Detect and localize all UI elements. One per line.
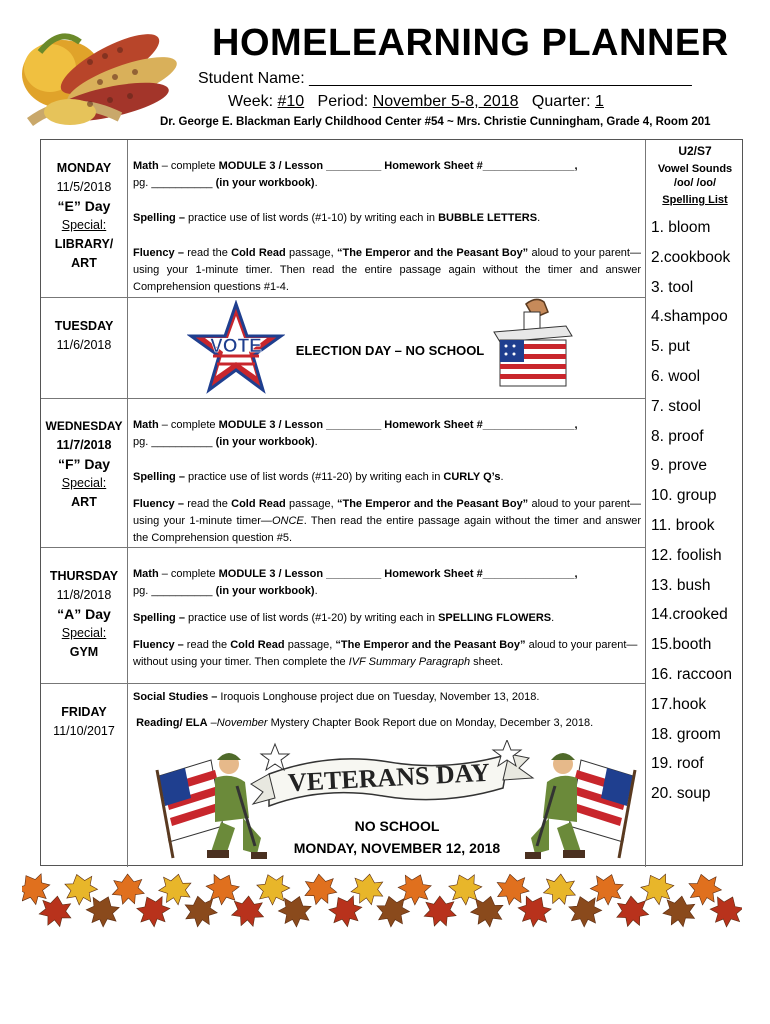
spelling-header bbox=[647, 142, 743, 207]
row-divider bbox=[41, 683, 645, 684]
spelling-list-title: Spelling List bbox=[662, 194, 728, 206]
day-thursday bbox=[41, 567, 127, 662]
period-label: Period: bbox=[317, 93, 373, 110]
leaf-icon bbox=[615, 895, 649, 928]
wednesday-fluency: Fluency – read the Cold Read passage, “The Emperor and the Peasant Boy” aloud to your parent—using your 1-minute timer—ONCE. Then read the entire passage again without the timer and answer the Comprehension question #5. bbox=[133, 498, 642, 544]
special-label: Special: bbox=[61, 476, 107, 490]
special-value: GYM bbox=[69, 645, 99, 659]
special-value: ART bbox=[71, 256, 97, 270]
leaf-icon bbox=[543, 873, 577, 905]
no-school-date: MONDAY, NOVEMBER 12, 2018 bbox=[293, 840, 501, 856]
day-letter: “E” Day bbox=[57, 198, 111, 214]
week-label: Week: bbox=[228, 93, 278, 110]
veterans-banner-text: VETERANS DAY bbox=[287, 757, 491, 798]
spelling-word: 7. stool bbox=[651, 397, 701, 415]
leaf-icon bbox=[350, 872, 386, 906]
vowel-sounds-value: /oo/ /oo/ bbox=[673, 177, 717, 189]
thursday-spelling: Spelling – practice use of list words (#1-20) by writing each in SPELLING FLOWERS. bbox=[133, 612, 555, 624]
day-date: 11/10/2017 bbox=[53, 724, 115, 738]
spelling-word: 19. roof bbox=[651, 755, 704, 773]
special-label: Special: bbox=[61, 626, 107, 640]
day-name: TUESDAY bbox=[54, 319, 114, 333]
monday-math: Math – complete MODULE 3 / Lesson _________ Homework Sheet #_______________, pg. __________ (in your workbook). bbox=[133, 160, 578, 189]
wednesday-spelling: Spelling – practice use of list words (#11-20) by writing each in CURLY Q’s. bbox=[133, 471, 504, 483]
monday-spelling: Spelling – practice use of list words (#1-10) by writing each in BUBBLE LETTERS. bbox=[133, 212, 541, 224]
day-friday bbox=[41, 703, 127, 741]
quarter-label: Quarter: bbox=[531, 93, 596, 110]
tuesday-note: ELECTION DAY – NO SCHOOL bbox=[295, 343, 485, 358]
page-title: HOMELEARNING PLANNER bbox=[212, 22, 729, 64]
day-name: MONDAY bbox=[56, 161, 112, 175]
day-letter: “A” Day bbox=[57, 606, 111, 622]
school-line: Dr. George E. Blackman Early Childhood Center #54 ~ Mrs. Christie Cunningham, Grade 4, Room 201 bbox=[160, 116, 711, 128]
spelling-word: 9. prove bbox=[651, 457, 708, 475]
spelling-word: 5. put bbox=[651, 338, 690, 356]
leaf-icon bbox=[494, 871, 531, 906]
week-value: #10 bbox=[277, 93, 305, 110]
day-letter: “F” Day bbox=[57, 456, 111, 472]
leaf-icon bbox=[38, 894, 73, 928]
planner-table bbox=[40, 139, 743, 866]
vowel-sounds-label: Vowel Sounds bbox=[657, 163, 733, 175]
spelling-word: 6. wool bbox=[651, 368, 701, 385]
row-divider bbox=[41, 547, 645, 548]
student-name-line: Student Name: ___________________________________________ bbox=[198, 70, 692, 87]
day-tuesday bbox=[41, 317, 127, 355]
spelling-word: 11. brook bbox=[651, 517, 715, 534]
special-value: LIBRARY/ bbox=[54, 237, 114, 251]
week-period-line bbox=[228, 93, 604, 111]
ballot-box-image bbox=[486, 294, 576, 390]
spelling-word: 17.hook bbox=[651, 695, 707, 713]
monday-fluency: Fluency – read the Cold Read passage, “The Emperor and the Peasant Boy” aloud to your parent—using your 1-minute timer. Then read the entire passage again without the timer and answer Comprehension questions #1-4. bbox=[133, 247, 641, 293]
day-wednesday bbox=[41, 417, 127, 512]
special-value: ART bbox=[71, 495, 97, 509]
spelling-unit: U2/S7 bbox=[678, 144, 712, 158]
day-name: WEDNESDAY bbox=[45, 419, 123, 433]
spelling-word: 4.shampoo bbox=[651, 308, 728, 326]
spelling-word: 14.crooked bbox=[651, 606, 728, 624]
spelling-word: 2.cookbook bbox=[651, 248, 731, 266]
thursday-fluency: Fluency – read the Cold Read passage, “The Emperor and the Peasant Boy” aloud to your parent—without using your timer. Then complete the IVF Summary Paragraph sheet. bbox=[133, 639, 638, 668]
no-school-line: NO SCHOOL bbox=[354, 818, 440, 834]
day-name: FRIDAY bbox=[61, 705, 107, 719]
spelling-word: 20. soup bbox=[651, 785, 711, 803]
no-school-note bbox=[247, 815, 547, 859]
period-value: November 5-8, 2018 bbox=[372, 93, 519, 110]
spelling-word: 18. groom bbox=[651, 725, 721, 743]
leaf-icon bbox=[661, 894, 697, 928]
spelling-word: 16. raccoon bbox=[651, 666, 732, 683]
leaf-icon bbox=[424, 896, 457, 927]
spelling-word: 3. tool bbox=[651, 278, 694, 296]
row-divider bbox=[41, 398, 645, 399]
spelling-word: 10. group bbox=[651, 487, 717, 505]
day-monday bbox=[41, 159, 127, 273]
leaf-icon bbox=[303, 872, 338, 905]
friday-reading: Reading/ ELA –November Mystery Chapter Book Report due on Monday, December 3, 2018. bbox=[136, 717, 594, 729]
column-divider bbox=[645, 140, 646, 867]
quarter-value: 1 bbox=[595, 93, 604, 110]
day-date: 11/7/2018 bbox=[56, 438, 112, 452]
day-date: 11/8/2018 bbox=[56, 588, 112, 602]
leaf-icon bbox=[231, 895, 265, 927]
column-divider bbox=[127, 140, 128, 867]
vote-star-image bbox=[187, 300, 285, 396]
spelling-word: 12. foolish bbox=[651, 546, 722, 564]
vote-label: VOTE bbox=[210, 336, 262, 357]
leaf-icon bbox=[112, 873, 145, 904]
spelling-word: 1. bloom bbox=[651, 219, 711, 236]
thursday-math: Math – complete MODULE 3 / Lesson _________ Homework Sheet #_______________, pg. __________ (in your workbook). bbox=[133, 568, 578, 597]
friday-social-studies: Social Studies – Iroquois Longhouse project due on Tuesday, November 13, 2018. bbox=[133, 691, 540, 703]
day-date: 11/6/2018 bbox=[56, 338, 112, 352]
wednesday-math: Math – complete MODULE 3 / Lesson _________ Homework Sheet #_______________, pg. __________ (in your workbook). bbox=[133, 419, 578, 448]
day-date: 11/5/2018 bbox=[56, 180, 112, 194]
day-name: THURSDAY bbox=[49, 569, 119, 583]
autumn-leaves-border bbox=[22, 868, 742, 928]
spelling-word: 15.booth bbox=[651, 636, 712, 654]
spelling-word: 13. bush bbox=[651, 576, 711, 594]
veterans-banner bbox=[251, 740, 533, 806]
spelling-word: 8. proof bbox=[651, 427, 704, 445]
special-label: Special: bbox=[61, 218, 107, 232]
